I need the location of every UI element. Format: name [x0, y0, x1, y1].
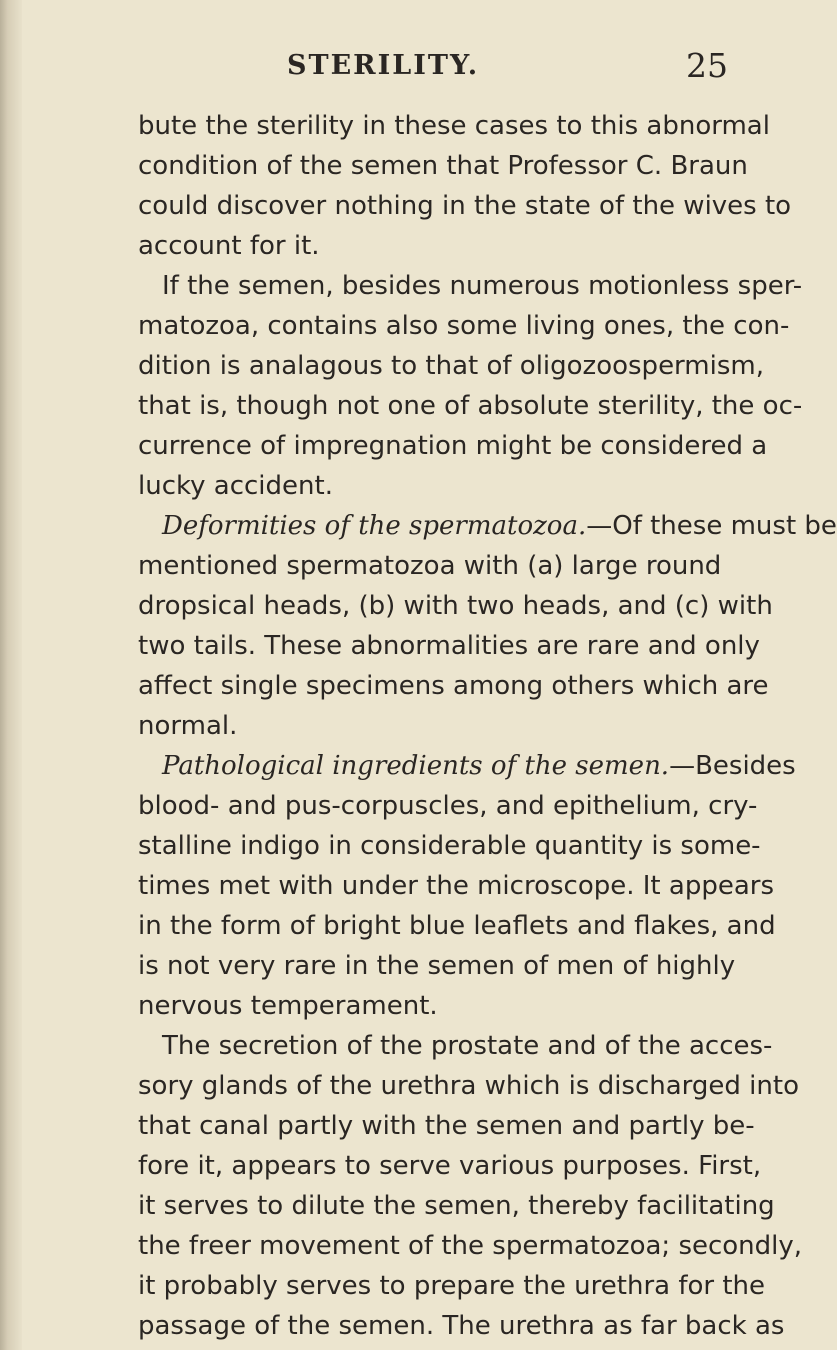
text-line: bute the sterility in these cases to this abnormal: [138, 111, 770, 141]
text-line: it serves to dilute the semen, thereby facilitating: [138, 1191, 775, 1221]
text-line: is not very rare in the semen of men of highly: [138, 951, 736, 981]
paragraph-deformities-first-line: [162, 506, 837, 546]
text-line: matozoa, contains also some living ones, the con-: [138, 311, 790, 341]
text-line: currence of impregnation might be considered a: [138, 431, 768, 461]
text-line: The secretion of the prostate and of the acces-: [162, 1031, 773, 1061]
text-line: it probably serves to prepare the urethra for the: [138, 1271, 766, 1301]
text-line: fore it, appears to serve various purposes. First,: [138, 1151, 762, 1181]
text-line: condition of the semen that Professor C. Braun: [138, 151, 748, 181]
text-line: two tails. These abnormalities are rare and only: [138, 631, 760, 661]
text-line: normal.: [138, 711, 238, 741]
text-line: dropsical heads, (b) with two heads, and (c) with: [138, 591, 773, 621]
text-run: —Besides: [669, 751, 796, 781]
text-line: dition is analagous to that of oligozoospermism,: [138, 351, 764, 381]
text-line: stalline indigo in considerable quantity is some-: [138, 831, 761, 861]
text-line: If the semen, besides numerous motionless sper-: [162, 271, 803, 301]
text-line: account for it.: [138, 231, 320, 261]
section-heading-pathological: Pathological ingredients of the semen.: [162, 751, 670, 781]
text-line: nervous temperament.: [138, 991, 438, 1021]
running-title: STERILITY.: [287, 50, 480, 81]
text-line: mentioned spermatozoa with (a) large round: [138, 551, 722, 581]
text-line: lucky accident.: [138, 471, 333, 501]
text-line: could discover nothing in the state of the wives to: [138, 191, 792, 221]
text-line: the freer movement of the spermatozoa; secondly,: [138, 1231, 803, 1261]
text-line: that canal partly with the semen and partly be-: [138, 1111, 755, 1141]
text-line: times met with under the microscope. It appears: [138, 871, 774, 901]
paragraph-pathological-first-line: [162, 746, 796, 786]
text-line: affect single specimens among others which are: [138, 671, 769, 701]
text-line: sory glands of the urethra which is discharged into: [138, 1071, 799, 1101]
text-line: that is, though not one of absolute sterility, the oc-: [138, 391, 803, 421]
text-line: blood- and pus-corpuscles, and epithelium, cry-: [138, 791, 758, 821]
section-heading-deformities: Deformities of the spermatozoa.: [162, 511, 587, 541]
page-header: [0, 46, 800, 90]
text-run: —Of these must be: [586, 511, 837, 541]
page-number: 25: [686, 46, 728, 85]
text-line: in the form of bright blue leaflets and flakes, and: [138, 911, 776, 941]
text-line: passage of the semen. The urethra as far back as: [138, 1311, 785, 1341]
